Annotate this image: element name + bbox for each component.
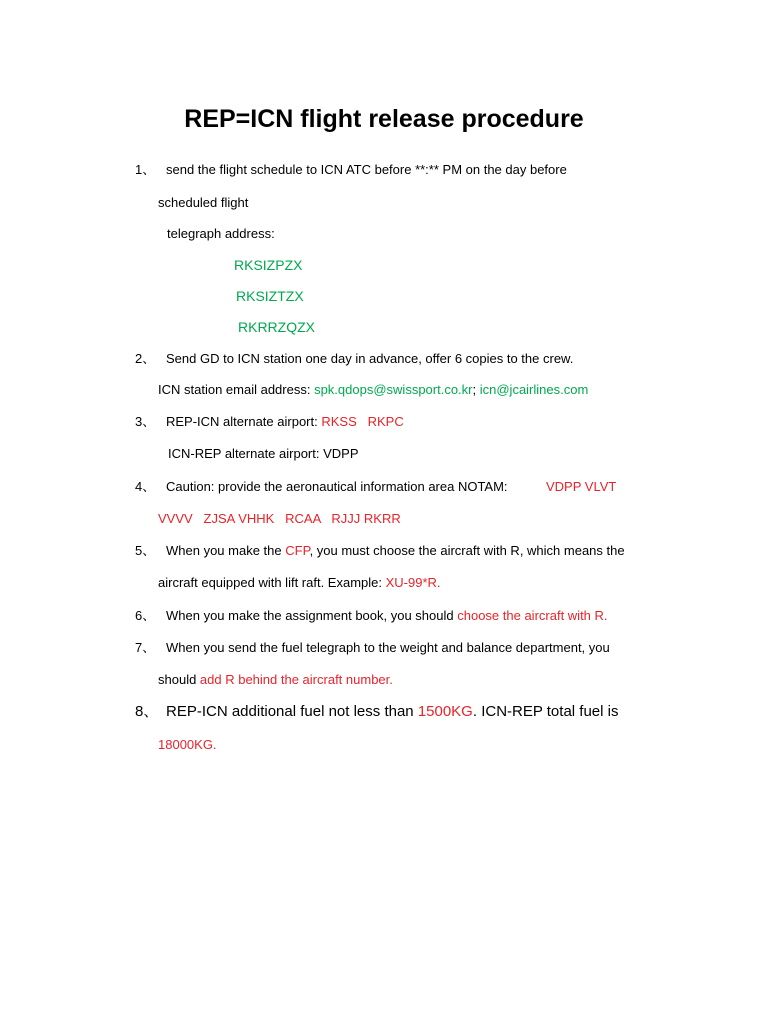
item-1-number: 1、 [135, 162, 156, 177]
item-2-number: 2、 [135, 351, 156, 366]
total-fuel-value: 18000KG. [158, 737, 217, 752]
email-line [158, 382, 588, 398]
rep-icn-alternate-label: REP-ICN alternate airport: [166, 414, 322, 429]
telegraph-address-1: RKSIZPZX [234, 257, 303, 273]
item-1-text: send the flight schedule to ICN ATC before **:** PM on the day before [166, 162, 567, 177]
item-6-number: 6、 [135, 608, 156, 623]
item-3-number: 3、 [135, 414, 156, 429]
notam-codes-2: VVVV ZJSA VHHK RCAA RJJJ RKRR [158, 511, 401, 526]
fuel-line: REP-ICN additional fuel not less than 1500KG. ICN-REP total fuel is [166, 703, 619, 720]
telegraph-address-2: RKSIZTZX [236, 288, 304, 304]
icn-rep-alternate-line: ICN-REP alternate airport: VDPP [168, 446, 359, 461]
item-2-text: Send GD to ICN station one day in advance, offer 6 copies to the crew. [166, 351, 574, 366]
alternate-airport-line [166, 414, 404, 430]
email-swissport-link[interactable]: spk.qdops@swissport.co.kr [314, 382, 473, 397]
item-5-number: 5、 [135, 543, 156, 558]
example-aircraft: XU-99*R. [385, 575, 441, 590]
add-r-line: should add R behind the aircraft number. [158, 672, 393, 687]
telegraph-address-3: RKRRZQZX [238, 319, 315, 335]
add-r-highlight: add R behind the aircraft number. [199, 672, 393, 687]
email-label: ICN station email address: [158, 382, 315, 397]
item-8-number: 8、 [135, 703, 159, 720]
additional-fuel-value: 1500KG [417, 703, 473, 720]
lift-raft-line: aircraft equipped with lift raft. Example: XU-99*R. [158, 575, 441, 590]
fuel-telegraph-line: When you send the fuel telegraph to the weight and balance department, you [166, 640, 610, 655]
choose-aircraft-highlight: choose the aircraft with R. [457, 608, 608, 623]
cfp-line: When you make the CFP, you must choose the aircraft with R, which means the [166, 543, 625, 558]
email-jcairlines-link[interactable]: icn@jcairlines.com [479, 382, 589, 397]
item-4-number: 4、 [135, 479, 156, 494]
notam-codes-1: VDPP VLVT [546, 479, 617, 494]
cfp-term: CFP [285, 543, 310, 558]
alternate-airport-rkss: RKSS [321, 414, 357, 429]
page-title: REP=ICN flight release procedure [184, 105, 584, 133]
item-7-number: 7、 [135, 640, 156, 655]
telegraph-address-label: telegraph address: [167, 226, 275, 241]
item-1-text-continued: scheduled flight [158, 195, 249, 210]
alternate-airport-rkpc: RKPC [367, 414, 404, 429]
assignment-book-line: When you make the assignment book, you should choose the aircraft with R. [166, 608, 608, 623]
email-separator: ; [472, 382, 480, 397]
notam-caution-text: Caution: provide the aeronautical information area NOTAM: [166, 479, 508, 494]
